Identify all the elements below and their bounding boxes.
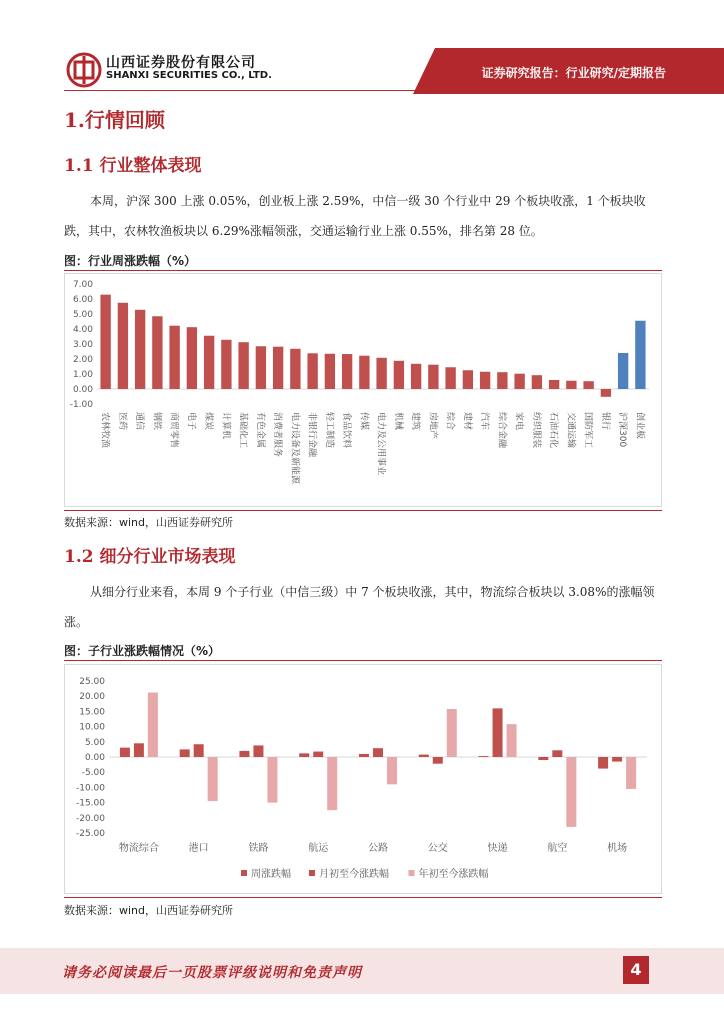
bar (538, 757, 548, 760)
bar (313, 752, 323, 757)
x-tick-label: 钢铁 (151, 412, 162, 431)
report-type-tag: 证券研究报告：行业研究/定期报告 (481, 66, 666, 80)
bar (290, 349, 300, 389)
bar (549, 380, 559, 389)
y-tick-label: -1.00 (69, 400, 93, 410)
y-tick-label: 3.00 (72, 340, 93, 350)
y-tick-label: 0.00 (84, 753, 105, 763)
bar (100, 295, 110, 389)
bar (507, 724, 517, 757)
bar (433, 757, 443, 764)
x-tick-label: 石油石化 (548, 412, 559, 449)
bar (376, 358, 386, 389)
header-divider (64, 90, 660, 91)
x-tick-label: 医药 (116, 412, 127, 431)
figure-bottom-rule (64, 510, 662, 511)
legend-swatch (241, 870, 247, 876)
x-tick-label: 港口 (188, 843, 209, 854)
bar (267, 757, 277, 803)
bar (497, 372, 507, 389)
x-tick-label: 食品饮料 (341, 412, 352, 449)
bar (601, 389, 611, 397)
y-tick-label: 7.00 (72, 280, 93, 290)
page-number: 4 (630, 960, 642, 979)
figure-top-rule-2 (64, 660, 662, 661)
legend-label: 月初至今涨跌幅 (319, 869, 389, 880)
bar (327, 757, 337, 810)
x-tick-label: 沪深300 (617, 412, 628, 448)
x-tick-label: 公交 (427, 843, 448, 854)
x-tick-label: 农林牧渔 (99, 412, 110, 449)
x-tick-label: 非银行金融 (306, 412, 317, 458)
bar (253, 745, 263, 757)
y-tick-label: -15.00 (75, 798, 105, 809)
x-tick-label: 交通运输 (565, 412, 576, 449)
bar (187, 327, 197, 389)
y-tick-label: 4.00 (72, 325, 93, 335)
bar (626, 757, 636, 789)
bar (447, 709, 457, 757)
bar (419, 755, 429, 757)
x-tick-label: 有色金属 (254, 412, 265, 449)
bar (532, 375, 542, 389)
x-tick-label: 国防军工 (582, 412, 593, 449)
company-name-en: SHANXI SECURITIES CO., LTD. (106, 70, 272, 81)
page-number-box (623, 956, 649, 984)
y-tick-label: 0.00 (72, 385, 93, 395)
x-tick-label: 物流综合 (118, 843, 159, 854)
company-logo-icon (66, 52, 102, 88)
bar (194, 744, 204, 757)
bar (307, 353, 317, 389)
paragraph-subindustry: 从细分行业来看，本周 9 个子行业（中信三级）中 7 个板块收涨，其中，物流综合板块以 3.08%的涨幅领涨。 (64, 585, 655, 629)
x-tick-label: 综合金融 (496, 412, 507, 449)
bar (342, 354, 352, 389)
legend-label: 年初至今涨跌幅 (418, 869, 489, 880)
x-tick-label: 电力设备及新能源 (289, 412, 300, 485)
y-tick-label: 1.00 (72, 370, 93, 380)
industry-chart (64, 273, 662, 507)
y-tick-label: 15.00 (79, 707, 105, 718)
y-tick-label: 5.00 (84, 737, 105, 748)
bar (445, 367, 455, 389)
bar (493, 708, 503, 757)
y-tick-label: 10.00 (79, 722, 105, 733)
bar (583, 381, 593, 389)
x-tick-label: 航运 (308, 843, 329, 854)
bar (221, 340, 231, 389)
x-tick-label: 航空 (547, 843, 568, 854)
x-tick-label: 铁路 (248, 843, 269, 854)
bar (135, 310, 145, 389)
bar (394, 361, 404, 389)
bar (120, 748, 130, 757)
bar (204, 336, 214, 389)
bar (273, 347, 283, 389)
industry-bar-chart (65, 274, 661, 506)
x-tick-label: 公路 (368, 843, 388, 854)
bar (514, 374, 524, 389)
data-source-1: 数据来源：wind，山西证券研究所 (64, 516, 234, 529)
figure-title-subindustry: 图：子行业涨跌幅情况（%） (64, 644, 221, 658)
figure-bottom-rule-2 (64, 897, 662, 898)
figure-title-industry: 图：行业周涨跌幅（%） (64, 254, 197, 268)
bar (387, 757, 397, 784)
footer-disclaimer: 请务必阅读最后一页股票评级说明和免责声明 (62, 965, 362, 981)
y-tick-label: -10.00 (75, 783, 105, 794)
bar (373, 748, 383, 757)
x-tick-label: 计算机 (220, 412, 231, 440)
x-tick-label: 机械 (392, 412, 403, 431)
legend-label: 周涨跌幅 (251, 869, 291, 880)
bar (239, 751, 249, 757)
x-tick-label: 通信 (134, 412, 145, 431)
bar (552, 750, 562, 757)
x-tick-label: 轻工制造 (323, 412, 334, 449)
bar (152, 316, 162, 389)
x-tick-label: 煤炭 (203, 412, 214, 431)
paragraph-industry-overview: 本周，沪深 300 上涨 0.05%，创业板上涨 2.59%，中信一级 30 个行业中 29 个板块收涨，1 个板块收跌，其中，农林牧渔板块以 6.29%涨幅领涨，交通运输行业上涨 0.55%，排名第 28 位。 (64, 194, 646, 238)
bar (635, 321, 645, 389)
bar (299, 753, 309, 757)
y-tick-label: 20.00 (79, 692, 105, 703)
bar (566, 757, 576, 827)
bar (148, 693, 158, 757)
x-tick-label: 建材 (461, 412, 472, 431)
bar (618, 353, 628, 389)
section-heading-1-1: 1.1 行业整体表现 (64, 156, 202, 176)
x-tick-label: 创业板 (634, 412, 645, 440)
subindustry-bar-chart (65, 665, 661, 893)
bar (566, 381, 576, 389)
bar (180, 749, 190, 757)
x-tick-label: 建筑 (410, 412, 421, 431)
section-heading-1-2: 1.2 细分行业市场表现 (64, 547, 236, 567)
x-tick-label: 汽车 (479, 412, 490, 431)
x-tick-label: 家电 (513, 412, 524, 431)
figure-top-rule (64, 270, 662, 271)
section-heading-1: 1.行情回顾 (64, 108, 165, 132)
y-tick-label: -20.00 (75, 813, 105, 824)
x-tick-label: 银行 (599, 412, 610, 431)
legend-swatch (309, 870, 315, 876)
bar (256, 346, 266, 389)
x-tick-label: 基础化工 (237, 412, 248, 449)
bar (359, 754, 369, 757)
page-header (0, 0, 724, 95)
bar (598, 757, 608, 769)
bar (118, 303, 128, 389)
company-name-cn: 山西证券股份有限公司 (106, 55, 256, 71)
bar (359, 356, 369, 389)
bar (134, 743, 144, 757)
x-tick-label: 商贸零售 (168, 412, 179, 449)
x-tick-label: 电力及公用事业 (375, 412, 386, 476)
bar (208, 757, 218, 801)
bar (480, 372, 490, 389)
bar (411, 364, 421, 389)
bar (325, 354, 335, 389)
y-tick-label: 25.00 (79, 677, 105, 687)
x-tick-label: 房地产 (427, 412, 438, 440)
bar (238, 342, 248, 389)
bar (463, 370, 473, 389)
x-tick-label: 机场 (607, 843, 628, 854)
y-tick-label: -25.00 (75, 829, 105, 839)
y-tick-label: 2.00 (72, 355, 93, 365)
x-tick-label: 电子 (185, 412, 196, 431)
data-source-2: 数据来源：wind，山西证券研究所 (64, 904, 234, 917)
x-tick-label: 消费者服务 (272, 412, 283, 458)
legend-swatch (409, 870, 415, 876)
subindustry-chart (64, 664, 662, 894)
y-tick-label: -5.00 (81, 768, 105, 779)
x-tick-label: 纺织服装 (530, 412, 541, 449)
y-tick-label: 5.00 (72, 310, 93, 320)
x-tick-label: 综合 (444, 412, 455, 431)
bar (479, 756, 489, 757)
bar (428, 365, 438, 389)
x-tick-label: 传媒 (358, 412, 369, 431)
bar (612, 757, 622, 762)
x-tick-label: 快递 (487, 843, 508, 854)
bar (169, 326, 179, 389)
y-tick-label: 6.00 (72, 295, 93, 305)
